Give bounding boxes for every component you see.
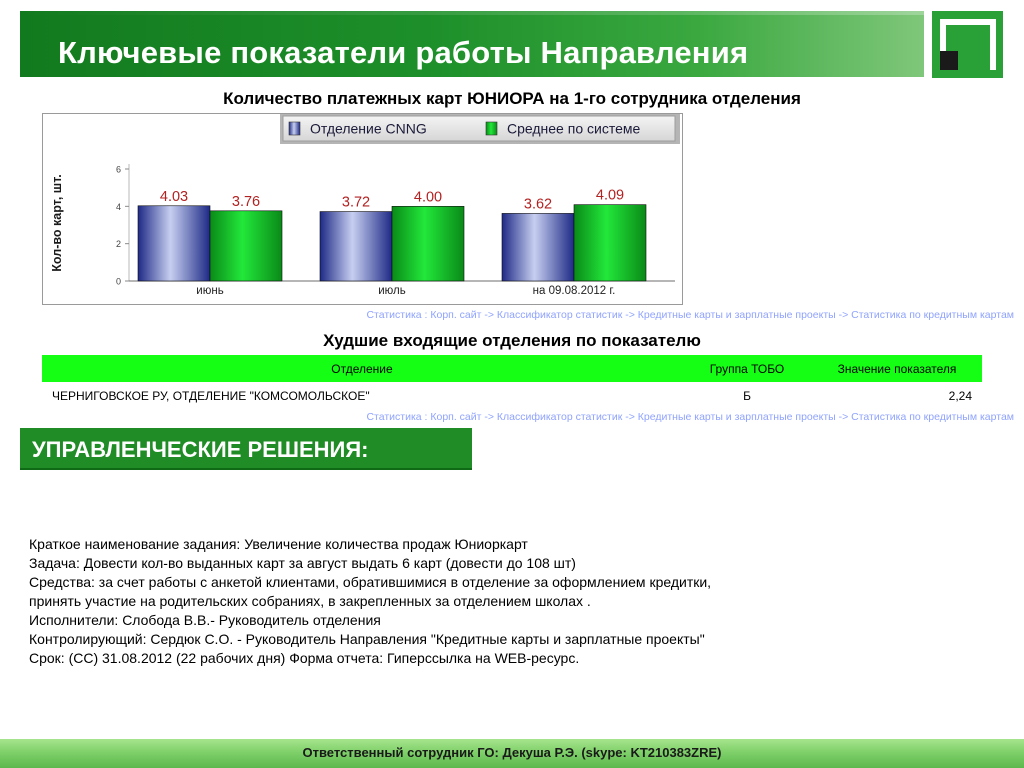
decisions-header: [20, 428, 472, 470]
x-tick-label: на 09.08.2012 г.: [532, 285, 616, 297]
chart-panel: [42, 113, 683, 305]
data-label: 4.00: [413, 189, 443, 206]
cell-value: 2,24: [948, 389, 972, 403]
bar-branch: [320, 212, 392, 281]
decision-line: Срок: (СС) 31.08.2012 (22 рабочих дня) Форма отчета: Гиперссылка на WEB-ресурс.: [29, 650, 580, 666]
bar-branch: [138, 206, 210, 281]
y-tick-label: 0: [115, 276, 121, 287]
chart-legend: [280, 114, 680, 144]
bar-average: [392, 206, 464, 281]
data-label: 3.76: [231, 193, 261, 210]
table-row: [42, 382, 982, 410]
data-label: 4.03: [159, 188, 189, 205]
chart-bars: [138, 205, 646, 281]
worst-branches-title: Худшие входящие отделения по показателю: [323, 331, 701, 350]
cell-branch: ЧЕРНИГОВСКОЕ РУ, ОТДЕЛЕНИЕ "КОМСОМОЛЬСКОЕ": [52, 389, 370, 403]
decision-details: [29, 535, 711, 668]
bar-average: [574, 205, 646, 281]
footer-bar: [0, 739, 1024, 768]
table-header-row: [42, 355, 982, 382]
legend-label: Среднее по системе: [507, 120, 641, 137]
header-banner: [20, 11, 924, 77]
y-axis-label: Кол-во карт, шт.: [50, 174, 64, 272]
decision-line: Контролирующий: Сердюк С.О. - Руководитель Направления "Кредитные карты и зарплатные проекты": [29, 631, 705, 647]
data-label: 4.09: [595, 187, 625, 204]
logo-square: [940, 51, 958, 70]
decision-line: принять участие на родительских собраниях, в закрепленных за отделением школах .: [29, 593, 591, 609]
responsible-employee: Ответственный сотрудник ГО: Декуша Р.Э. (skype: KT210383ZRE): [302, 745, 722, 760]
worst-branches-table: [42, 355, 982, 410]
x-tick-label: июнь: [196, 285, 224, 297]
decision-line: Краткое наименование задания: Увеличение количества продаж Юниоркарт: [29, 536, 528, 552]
decision-line: Задача: Довести кол-во выданных карт за август выдать 6 карт (довести до 108 шт): [29, 555, 576, 571]
chart-title: Количество платежных карт ЮНИОРА на 1-го сотрудника отделения: [223, 89, 801, 108]
data-label: 3.62: [523, 196, 553, 213]
y-tick-label: 4: [115, 201, 121, 212]
column-header-branch: Отделение: [42, 355, 682, 382]
bar-average: [210, 211, 282, 281]
bar-branch: [502, 213, 574, 281]
legend-label: Отделение CNNG: [310, 120, 427, 137]
column-header-value: Значение показателя: [812, 355, 982, 382]
data-label: 3.72: [341, 194, 371, 211]
bank-logo: [932, 11, 1003, 78]
decision-line: Средства: за счет работы с анкетой клиентами, обратившимися в отделение за оформлением кредитки,: [29, 574, 712, 590]
table-source-link[interactable]: Статистика : Корп. сайт -> Классификатор статистик -> Кредитные карты и зарплатные проекты -> Статистика по кредитным картам: [366, 411, 1014, 423]
decisions-title: УПРАВЛЕНЧЕСКИЕ РЕШЕНИЯ:: [32, 437, 369, 462]
cell-group: Б: [743, 389, 751, 403]
y-tick-label: 6: [115, 164, 121, 175]
legend-swatch: [289, 122, 300, 135]
bar-chart: [43, 114, 684, 306]
chart-source-link[interactable]: Статистика : Корп. сайт -> Классификатор статистик -> Кредитные карты и зарплатные проекты -> Статистика по кредитным картам: [366, 309, 1014, 321]
legend-swatch: [486, 122, 497, 135]
column-header-group: Группа ТОБО: [682, 355, 812, 382]
y-tick-label: 2: [115, 239, 121, 250]
page-title: Ключевые показатели работы Направления: [58, 35, 749, 70]
decision-line: Исполнители: Слобода В.В.- Руководитель отделения: [29, 612, 381, 628]
x-tick-label: июль: [378, 285, 406, 297]
